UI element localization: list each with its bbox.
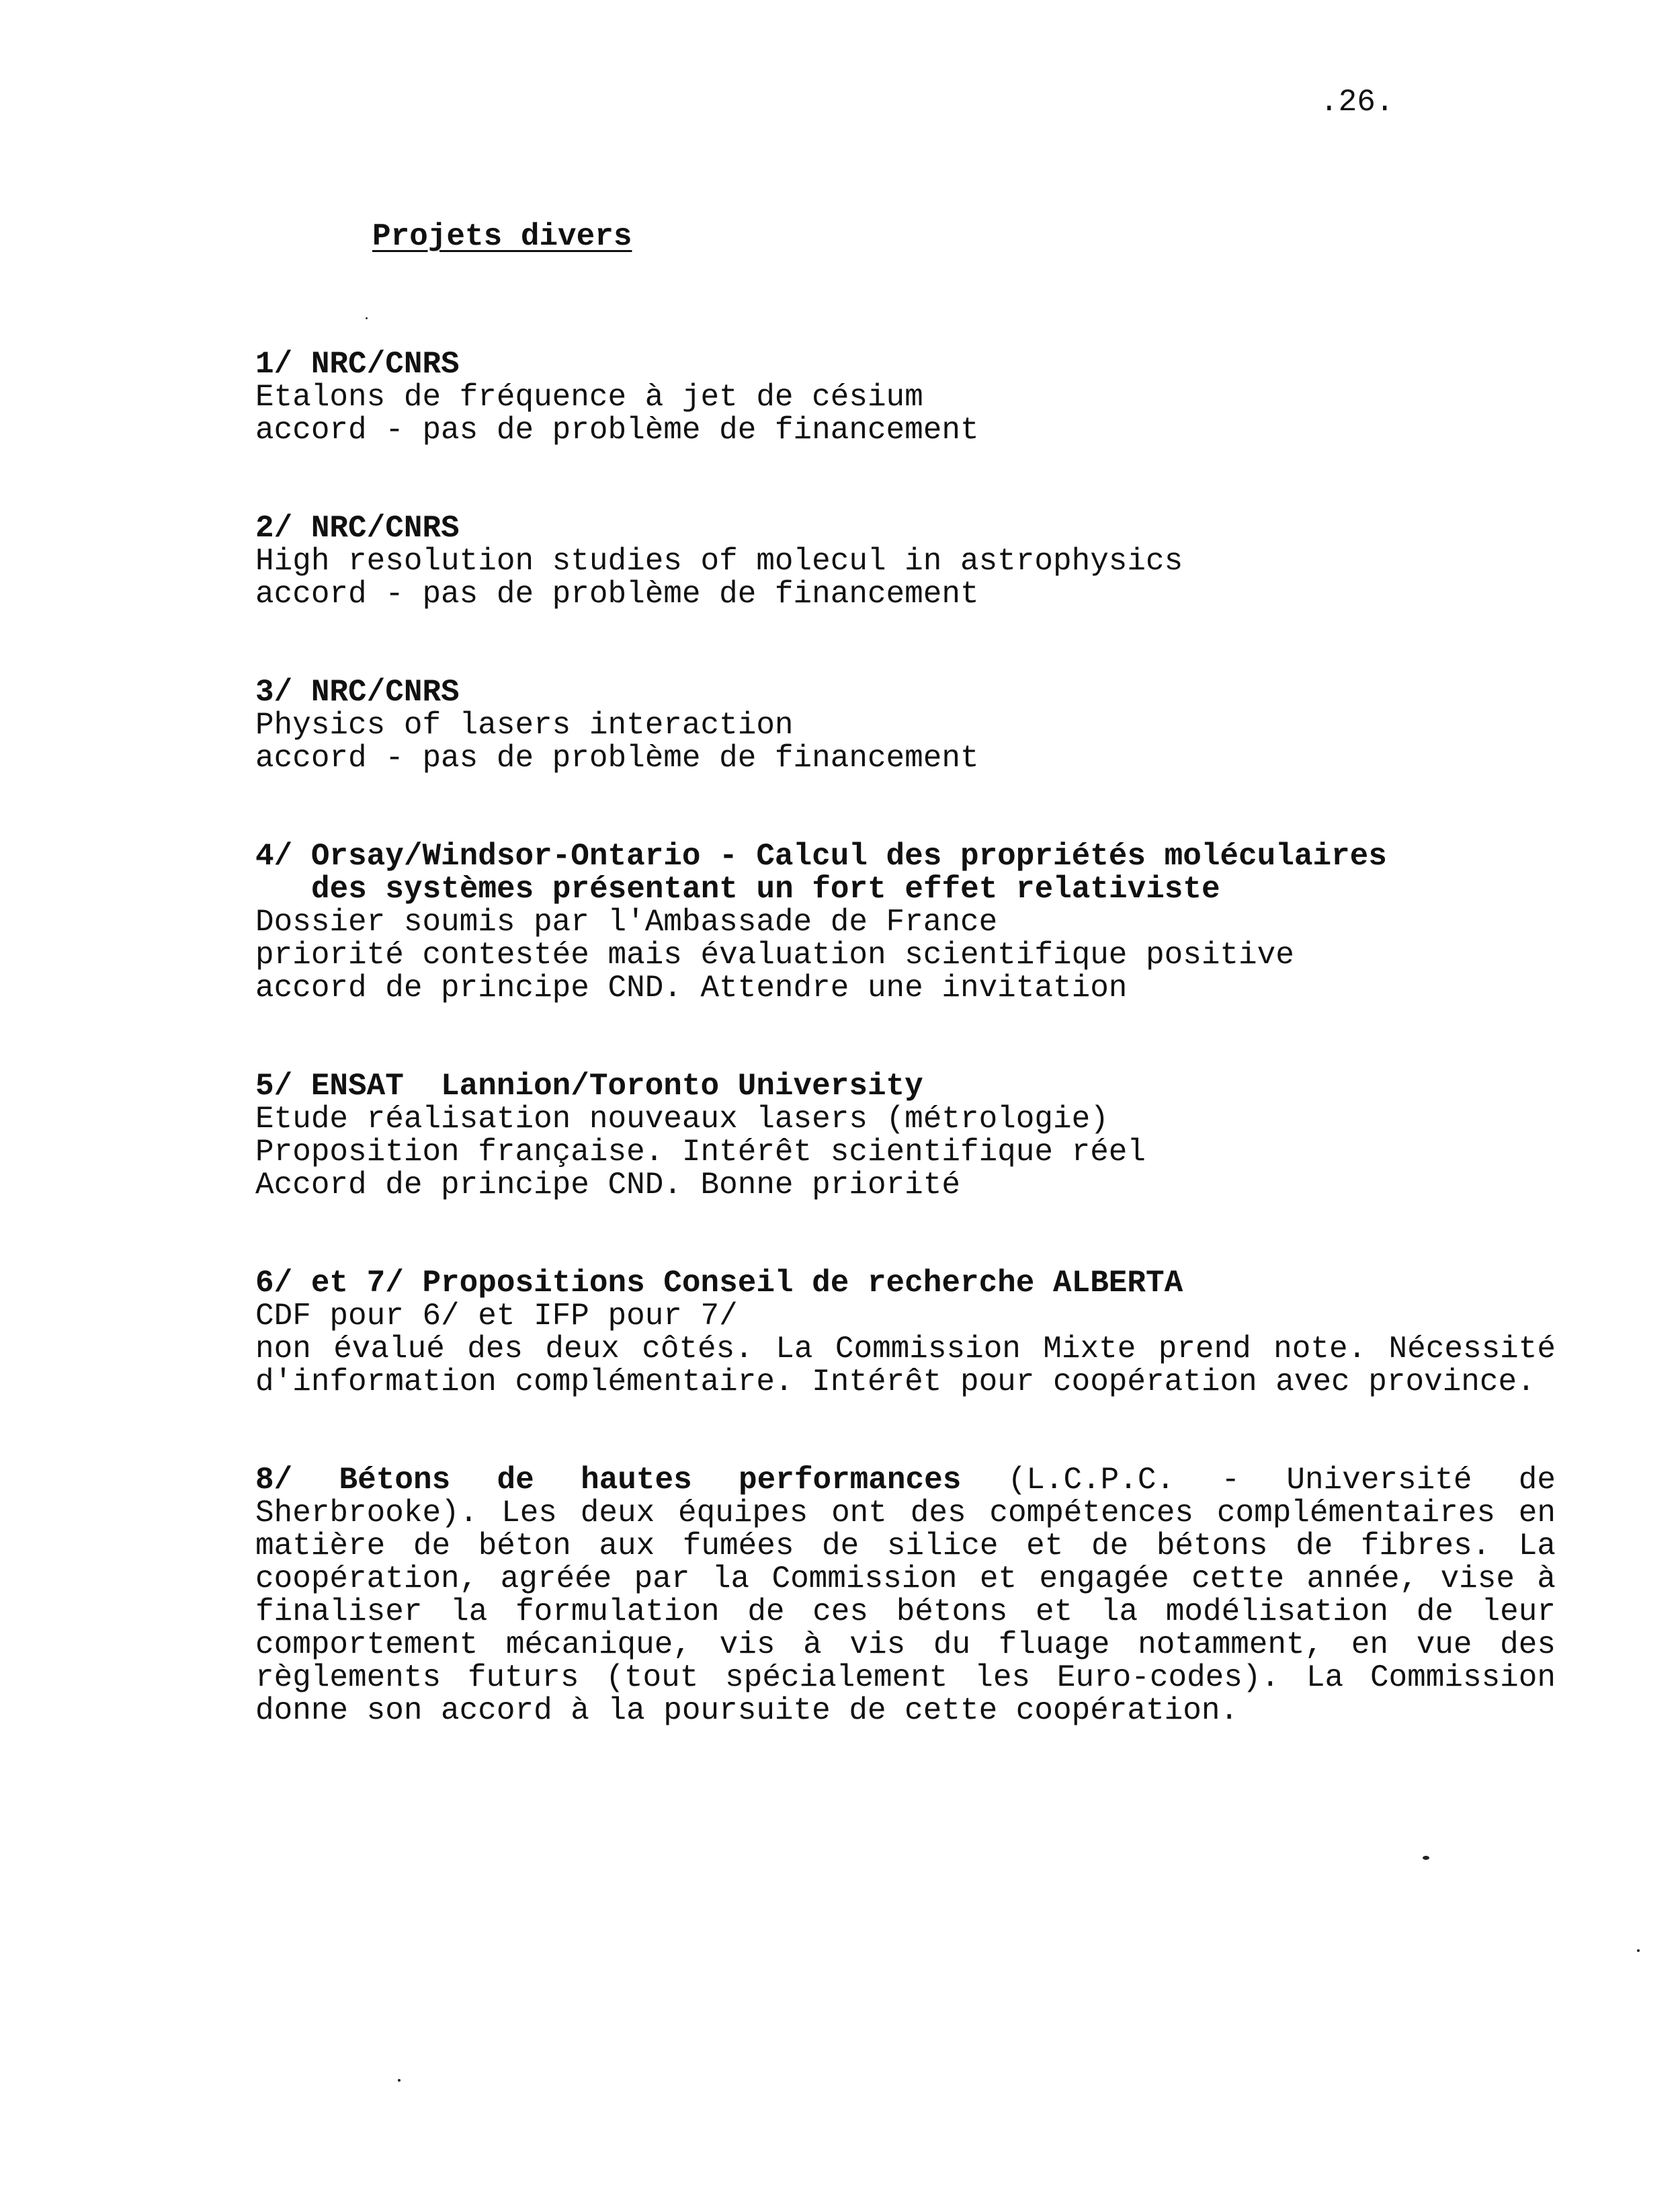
- project-list: [255, 348, 1556, 1793]
- project-paragraph: [255, 1464, 1556, 1727]
- project-line: accord - pas de problème de financement: [255, 413, 979, 448]
- project-heading: 1/ NRC/CNRS: [255, 347, 460, 382]
- project-item-5: [255, 1070, 1556, 1202]
- project-paragraph: non évalué des deux côtés. La Commission Mixte prend note. Nécessité d'information complémentaire. Intérêt pour coopération avec province.: [255, 1332, 1556, 1399]
- project-item-4: [255, 840, 1556, 1005]
- page-number: .26.: [1320, 85, 1394, 120]
- project-line: Dossier soumis par l'Ambassade de France: [255, 905, 998, 940]
- project-heading: 5/ ENSAT Lannion/Toronto University: [255, 1069, 923, 1104]
- project-line: Accord de principe CND. Bonne priorité: [255, 1168, 960, 1202]
- project-paragraph-text: (L.C.P.C. - Université de Sherbrooke). Les deux équipes ont des compétences complémentaires en matière de béton aux fumées de silice et de bétons de fibres. La coopération, agréée par la Commission et engagée cette année, vise à finaliser la formulation de ces bétons et la modélisation de leur comportement mécanique, vis à vis du fluage notamment, en vue des règlements futurs (tout spécialement les Euro-codes). La Commission donne son accord à la poursuite de cette coopération.: [255, 1463, 1556, 1728]
- project-line: priorité contestée mais évaluation scientifique positive: [255, 938, 1294, 973]
- project-line: accord - pas de problème de financement: [255, 741, 979, 776]
- project-item-2: [255, 512, 1556, 611]
- project-heading: 8/ Bétons de hautes performances: [255, 1463, 962, 1498]
- project-line: High resolution studies of molecul in astrophysics: [255, 544, 1183, 579]
- project-line: Etude réalisation nouveaux lasers (métrologie): [255, 1102, 1109, 1137]
- project-heading: 6/ et 7/ Propositions Conseil de recherche ALBERTA: [255, 1266, 1183, 1301]
- scan-speck: [1637, 1949, 1640, 1952]
- scan-speck: [366, 317, 368, 319]
- project-line: accord de principe CND. Attendre une invitation: [255, 971, 1128, 1006]
- project-line: Etalons de fréquence à jet de césium: [255, 380, 923, 415]
- project-line: Proposition française. Intérêt scientifique réel: [255, 1135, 1146, 1170]
- project-item-6-7: [255, 1267, 1556, 1399]
- scan-speck: [398, 2079, 401, 2082]
- project-item-3: [255, 676, 1556, 775]
- project-heading: 4/ Orsay/Windsor-Ontario - Calcul des propriétés moléculaires: [255, 839, 1387, 874]
- project-line: accord - pas de problème de financement: [255, 577, 979, 612]
- project-heading: 2/ NRC/CNRS: [255, 511, 460, 546]
- project-line: CDF pour 6/ et IFP pour 7/: [255, 1299, 738, 1334]
- project-item-8: [255, 1464, 1556, 1727]
- section-title: Projets divers: [372, 219, 632, 254]
- project-line: Physics of lasers interaction: [255, 708, 794, 743]
- project-heading: 3/ NRC/CNRS: [255, 675, 460, 710]
- project-heading-continuation: des systèmes présentant un fort effet relativiste: [311, 872, 1220, 907]
- project-item-1: [255, 348, 1556, 447]
- scan-speck: [1423, 1856, 1429, 1860]
